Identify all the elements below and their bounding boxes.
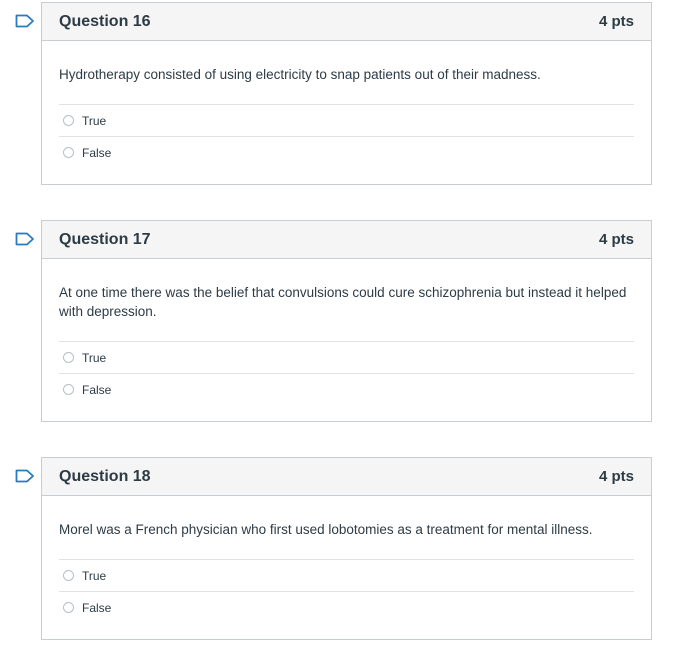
question-header [42,221,651,259]
question-card [41,2,652,185]
question-body [42,41,651,168]
answer-option-false[interactable] [59,373,634,405]
question-text: At one time there was the belief that convulsions could cure schizophrenia but instead it helped with depression. [59,285,627,319]
answer-option-false[interactable] [59,591,634,623]
answer-label: False [82,600,112,615]
radio-button-icon[interactable] [63,115,74,126]
answer-label: False [82,145,112,160]
answer-option-false[interactable] [59,136,634,168]
question-text: Morel was a French physician who first used lobotomies as a treatment for mental illness. [59,522,593,537]
radio-button-icon[interactable] [63,147,74,158]
answer-label: True [82,568,107,583]
answer-label: True [82,350,107,365]
answer-list [59,341,634,405]
answer-option-true[interactable] [59,341,634,373]
question-title: Question 16 [59,12,151,30]
radio-button-icon[interactable] [63,384,74,395]
question-body [42,259,651,405]
answer-option-true[interactable] [59,104,634,136]
flag-question-icon[interactable] [15,469,35,483]
radio-button-icon[interactable] [63,602,74,613]
question-points: 4 pts [598,13,634,30]
question-header [42,458,651,496]
question-title: Question 18 [59,467,151,485]
answer-label: False [82,382,112,397]
answer-label: True [82,113,107,128]
question-card [41,457,652,640]
question-body [42,496,651,623]
radio-button-icon[interactable] [63,352,74,363]
question-card [41,220,652,422]
question-points: 4 pts [598,468,634,485]
question-points: 4 pts [598,231,634,248]
answer-list [59,104,634,168]
question-header [42,3,651,41]
answer-option-true[interactable] [59,559,634,591]
question-text: Hydrotherapy consisted of using electricity to snap patients out of their madness. [59,67,541,82]
radio-button-icon[interactable] [63,570,74,581]
answer-list [59,559,634,623]
question-title: Question 17 [59,230,151,248]
flag-question-icon[interactable] [15,232,35,246]
flag-question-icon[interactable] [15,14,35,28]
